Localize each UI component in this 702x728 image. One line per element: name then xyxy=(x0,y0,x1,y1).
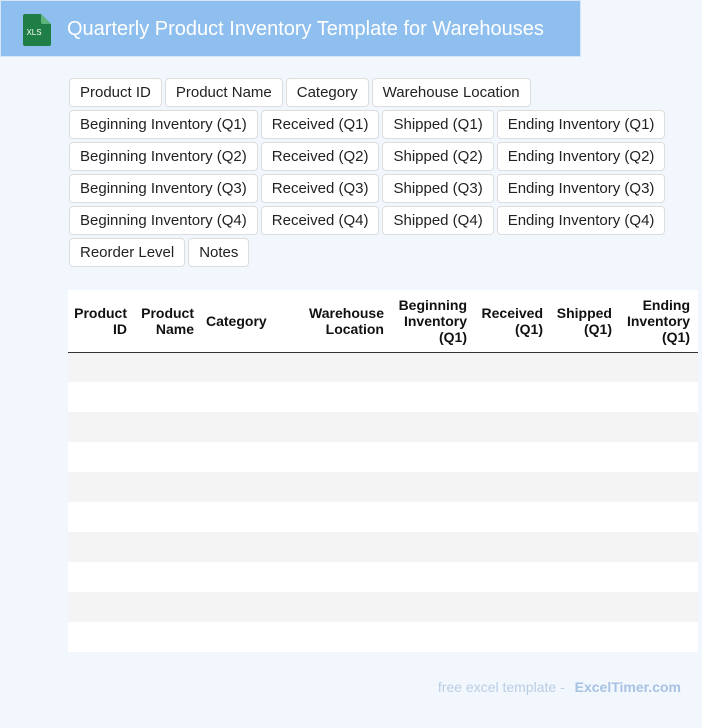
column-header: Category xyxy=(202,290,270,352)
table-cell[interactable] xyxy=(270,532,392,562)
table-cell[interactable] xyxy=(135,502,202,532)
table-cell[interactable] xyxy=(202,442,270,472)
table-cell[interactable] xyxy=(392,532,475,562)
table-cell[interactable] xyxy=(551,352,620,382)
table-cell[interactable] xyxy=(68,352,135,382)
table-cell[interactable] xyxy=(270,622,392,652)
table-cell[interactable] xyxy=(551,442,620,472)
table-cell[interactable] xyxy=(551,412,620,442)
table-cell[interactable] xyxy=(392,562,475,592)
table-cell[interactable] xyxy=(392,352,475,382)
table-cell[interactable] xyxy=(475,472,551,502)
table-cell[interactable] xyxy=(135,352,202,382)
column-tag[interactable]: Received (Q3) xyxy=(261,174,380,203)
table-row xyxy=(68,562,698,592)
column-header: Product Name xyxy=(135,290,202,352)
table-cell[interactable] xyxy=(270,352,392,382)
column-tag-list xyxy=(69,78,669,267)
table-row xyxy=(68,352,698,382)
table-cell[interactable] xyxy=(202,412,270,442)
table-header-row xyxy=(68,290,698,352)
page-title: Quarterly Product Inventory Template for Warehouses xyxy=(67,18,544,40)
table-cell[interactable] xyxy=(392,592,475,622)
xls-file-icon xyxy=(21,14,51,46)
column-header: Warehouse Location xyxy=(270,290,392,352)
inventory-table xyxy=(68,290,698,652)
table-cell[interactable] xyxy=(270,562,392,592)
column-tag[interactable]: Received (Q2) xyxy=(261,142,380,171)
table-cell[interactable] xyxy=(135,562,202,592)
title-banner xyxy=(0,0,581,57)
column-tag[interactable]: Product ID xyxy=(69,78,162,107)
column-tag[interactable]: Ending Inventory (Q3) xyxy=(497,174,666,203)
table-cell[interactable] xyxy=(270,412,392,442)
column-header: Received (Q1) xyxy=(475,290,551,352)
table-cell[interactable] xyxy=(202,382,270,412)
table-cell[interactable] xyxy=(551,622,620,652)
table-cell[interactable] xyxy=(475,592,551,622)
column-tag[interactable]: Beginning Inventory (Q2) xyxy=(69,142,258,171)
xls-icon-label: XLS xyxy=(26,28,42,37)
column-tag[interactable]: Received (Q4) xyxy=(261,206,380,235)
column-header: Beginning Inventory (Q1) xyxy=(392,290,475,352)
footer-brand-link[interactable]: ExcelTimer.com xyxy=(574,679,681,695)
table-cell[interactable] xyxy=(551,502,620,532)
table-row xyxy=(68,412,698,442)
table-cell[interactable] xyxy=(202,532,270,562)
table-cell[interactable] xyxy=(475,352,551,382)
table-cell[interactable] xyxy=(475,382,551,412)
table-cell[interactable] xyxy=(135,382,202,412)
table-cell[interactable] xyxy=(392,622,475,652)
table-cell[interactable] xyxy=(475,562,551,592)
table-cell[interactable] xyxy=(68,382,135,412)
table-cell[interactable] xyxy=(135,442,202,472)
table-row xyxy=(68,442,698,472)
table-cell[interactable] xyxy=(475,442,551,472)
table-cell[interactable] xyxy=(475,502,551,532)
table-cell[interactable] xyxy=(68,412,135,442)
table-cell[interactable] xyxy=(270,502,392,532)
column-tag[interactable]: Category xyxy=(286,78,369,107)
column-tag[interactable]: Received (Q1) xyxy=(261,110,380,139)
table-cell[interactable] xyxy=(620,442,698,472)
table-row xyxy=(68,502,698,532)
table-cell[interactable] xyxy=(551,382,620,412)
column-tag[interactable]: Shipped (Q1) xyxy=(382,110,493,139)
table-cell[interactable] xyxy=(270,472,392,502)
table-row xyxy=(68,592,698,622)
table-cell[interactable] xyxy=(135,472,202,502)
column-tag[interactable]: Product Name xyxy=(165,78,283,107)
table-cell[interactable] xyxy=(620,622,698,652)
column-header: Shipped (Q1) xyxy=(551,290,620,352)
table-cell[interactable] xyxy=(620,592,698,622)
table-cell[interactable] xyxy=(551,592,620,622)
column-tag[interactable]: Notes xyxy=(188,238,249,267)
footer-prefix: free excel template - xyxy=(437,679,565,695)
table-cell[interactable] xyxy=(202,622,270,652)
table-row xyxy=(68,622,698,652)
table-cell[interactable] xyxy=(135,592,202,622)
column-tag[interactable]: Warehouse Location xyxy=(372,78,531,107)
table-row xyxy=(68,532,698,562)
footer-credit xyxy=(438,679,681,695)
table-body xyxy=(68,352,698,652)
table-cell[interactable] xyxy=(202,472,270,502)
table-cell[interactable] xyxy=(620,532,698,562)
table-row xyxy=(68,472,698,502)
table-cell[interactable] xyxy=(68,592,135,622)
column-tag[interactable]: Beginning Inventory (Q1) xyxy=(69,110,258,139)
column-tag[interactable]: Ending Inventory (Q2) xyxy=(497,142,666,171)
table-cell[interactable] xyxy=(620,502,698,532)
table-cell[interactable] xyxy=(620,382,698,412)
column-header: Ending Inventory (Q1) xyxy=(620,290,698,352)
column-tag[interactable]: Reorder Level xyxy=(69,238,185,267)
column-tag[interactable]: Beginning Inventory (Q3) xyxy=(69,174,258,203)
table-cell[interactable] xyxy=(620,412,698,442)
table-cell[interactable] xyxy=(392,472,475,502)
table-cell[interactable] xyxy=(68,562,135,592)
column-tag[interactable]: Ending Inventory (Q4) xyxy=(497,206,666,235)
table-cell[interactable] xyxy=(270,442,392,472)
table-cell[interactable] xyxy=(135,412,202,442)
table-cell[interactable] xyxy=(620,472,698,502)
column-tag[interactable]: Ending Inventory (Q1) xyxy=(497,110,666,139)
table-cell[interactable] xyxy=(620,352,698,382)
table-cell[interactable] xyxy=(135,622,202,652)
table-cell[interactable] xyxy=(135,532,202,562)
table-cell[interactable] xyxy=(392,382,475,412)
table-cell[interactable] xyxy=(551,472,620,502)
table-cell[interactable] xyxy=(202,562,270,592)
table-row xyxy=(68,382,698,412)
table-cell[interactable] xyxy=(68,502,135,532)
table-cell[interactable] xyxy=(392,412,475,442)
column-tag[interactable]: Shipped (Q4) xyxy=(382,206,493,235)
table-cell[interactable] xyxy=(475,412,551,442)
table-cell[interactable] xyxy=(551,532,620,562)
table-cell[interactable] xyxy=(270,382,392,412)
table-cell[interactable] xyxy=(202,592,270,622)
table-cell[interactable] xyxy=(475,532,551,562)
table-cell[interactable] xyxy=(551,562,620,592)
table-cell[interactable] xyxy=(475,622,551,652)
table-cell[interactable] xyxy=(202,502,270,532)
column-tag[interactable]: Beginning Inventory (Q4) xyxy=(69,206,258,235)
table-cell[interactable] xyxy=(68,622,135,652)
table-cell[interactable] xyxy=(620,562,698,592)
table-cell[interactable] xyxy=(68,442,135,472)
table-cell[interactable] xyxy=(68,472,135,502)
column-header: Product ID xyxy=(68,290,135,352)
table-cell[interactable] xyxy=(270,592,392,622)
table-cell[interactable] xyxy=(68,532,135,562)
column-tag[interactable]: Shipped (Q2) xyxy=(382,142,493,171)
table-cell[interactable] xyxy=(392,442,475,472)
table-cell[interactable] xyxy=(392,502,475,532)
table-cell[interactable] xyxy=(202,352,270,382)
column-tag[interactable]: Shipped (Q3) xyxy=(382,174,493,203)
